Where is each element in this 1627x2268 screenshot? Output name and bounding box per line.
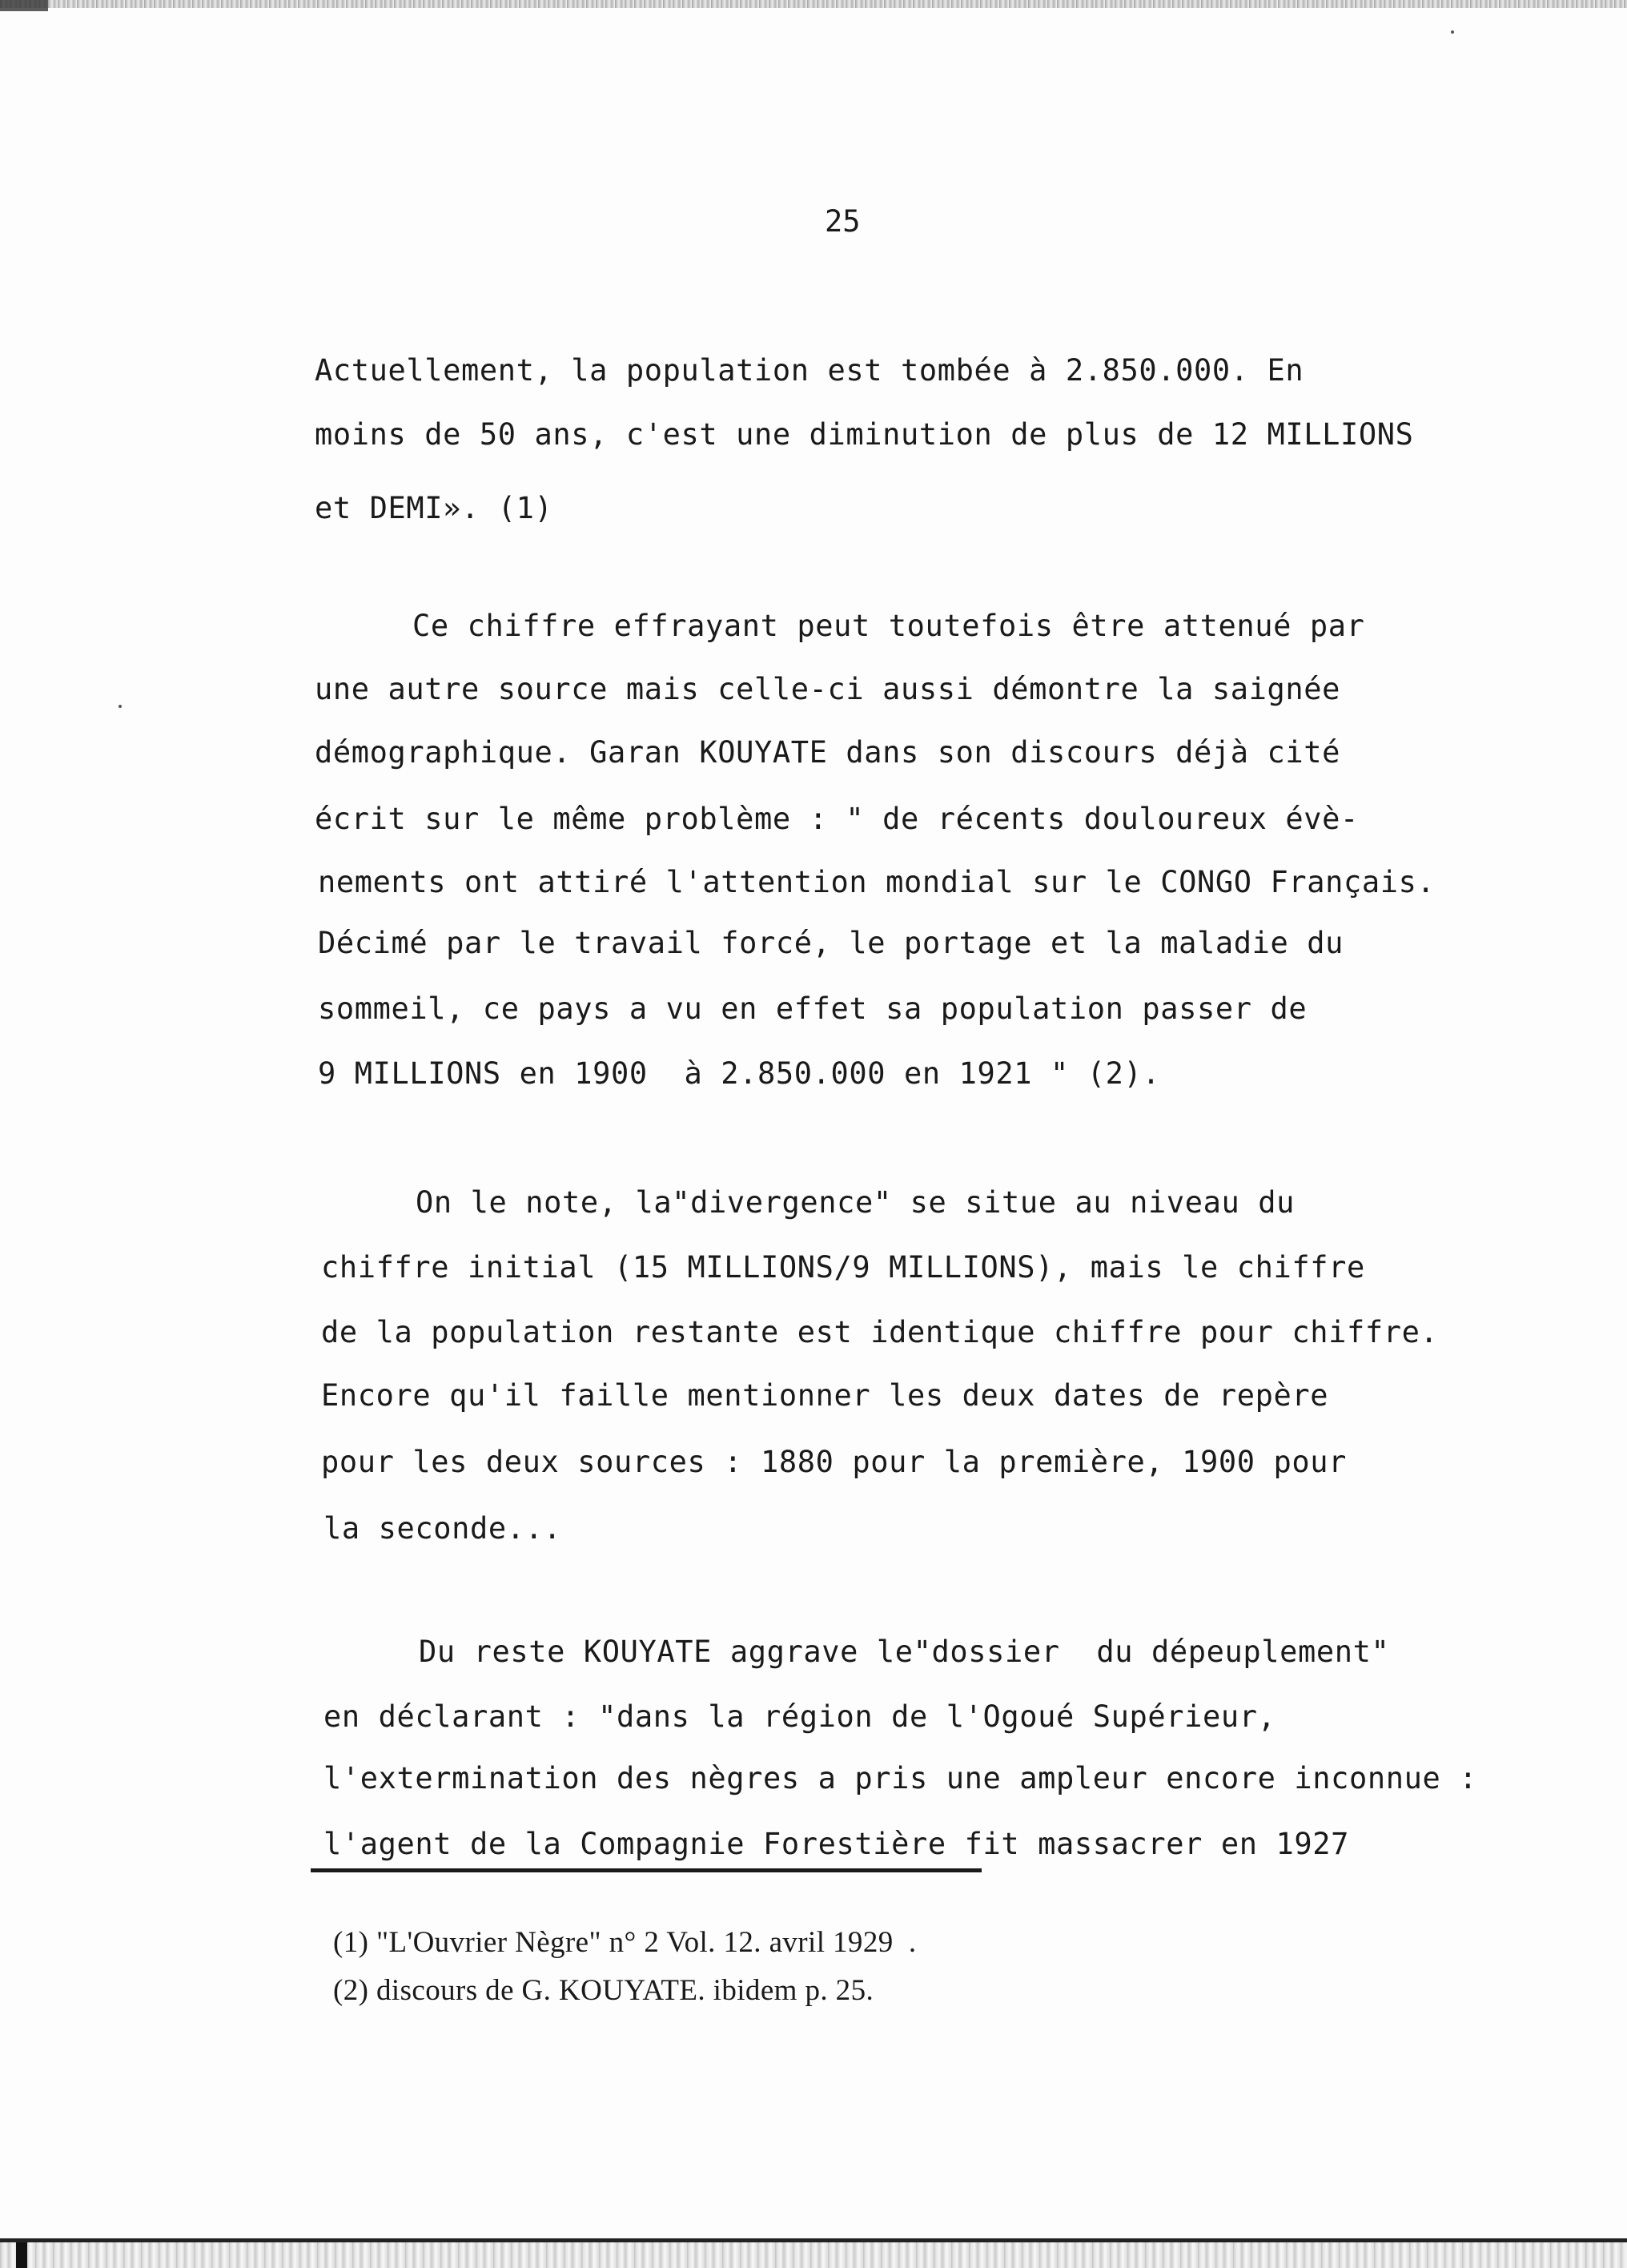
scan-edge-top <box>0 0 1627 8</box>
body-line: On le note, la"divergence" se situe au niveau du <box>416 1185 1296 1220</box>
body-line: l'agent de la Compagnie Forestière fit massacrer en 1927 <box>323 1827 1350 1861</box>
body-line: nements ont attiré l'attention mondial sur le CONGO Français. <box>318 865 1436 899</box>
scan-edge-bottom <box>0 2242 1627 2268</box>
body-line: démographique. Garan KOUYATE dans son discours déjà cité <box>315 735 1341 770</box>
scan-speck <box>1451 30 1454 34</box>
body-line: sommeil, ce pays a vu en effet sa population passer de <box>318 991 1308 1026</box>
scan-mark-top <box>0 0 48 11</box>
body-line: Actuellement, la population est tombée à 2.850.000. En <box>315 353 1304 388</box>
body-line: chiffre initial (15 MILLIONS/9 MILLIONS), mais le chiffre <box>321 1250 1365 1285</box>
body-line: Décimé par le travail forcé, le portage et la maladie du <box>318 926 1344 960</box>
scan-speck <box>119 705 122 708</box>
body-line: Ce chiffre effrayant peut toutefois être attenué par <box>412 609 1365 643</box>
body-line: la seconde... <box>323 1511 562 1546</box>
footnote: (2) discours de G. KOUYATE. ibidem p. 25. <box>333 1974 874 2007</box>
body-line: moins de 50 ans, c'est une diminution de plus de 12 MILLIONS <box>315 417 1414 452</box>
body-line: l'extermination des nègres a pris une ampleur encore inconnue : <box>323 1761 1478 1796</box>
page-number: 25 <box>825 204 861 239</box>
footnote: (1) "L'Ouvrier Nègre" n° 2 Vol. 12. avril 1929 . <box>333 1926 917 1959</box>
body-line: 9 MILLIONS en 1900 à 2.850.000 en 1921 " (2). <box>318 1056 1161 1091</box>
body-line: Encore qu'il faille mentionner les deux dates de repère <box>321 1378 1329 1413</box>
body-line: Du reste KOUYATE aggrave le"dossier du dépeuplement" <box>419 1635 1390 1669</box>
body-line: et DEMI». (1) <box>315 491 553 525</box>
body-line: en déclarant : "dans la région de l'Ogoué Supérieur, <box>323 1699 1276 1734</box>
body-line: pour les deux sources : 1880 pour la première, 1900 pour <box>321 1445 1348 1479</box>
body-line: de la population restante est identique chiffre pour chiffre. <box>321 1315 1439 1349</box>
body-line: une autre source mais celle-ci aussi démontre la saignée <box>315 672 1341 706</box>
scan-mark-bottom <box>16 2242 27 2268</box>
body-line: écrit sur le même problème : " de récents douloureux évè- <box>315 802 1359 836</box>
footnote-rule <box>311 1868 982 1872</box>
